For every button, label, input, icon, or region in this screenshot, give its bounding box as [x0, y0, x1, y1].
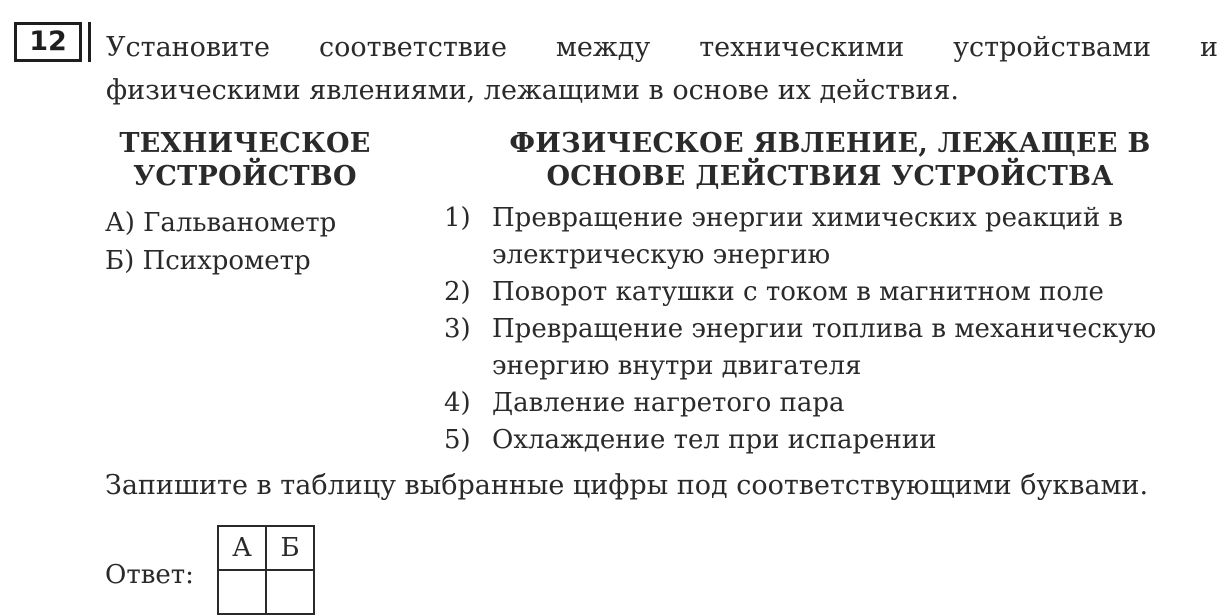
task-number: 12: [29, 26, 67, 57]
answer-table: [217, 525, 315, 615]
device-item: [105, 204, 336, 242]
answer-input-cell[interactable]: [266, 570, 314, 614]
device-text: Гальванометр: [143, 208, 337, 238]
phenomenon-label: 4): [444, 388, 471, 418]
phenomenon-item: [444, 311, 1224, 385]
phenomenon-label: 5): [444, 425, 471, 455]
phenomena-column-heading: [455, 127, 1205, 193]
devices-heading-line-1: ТЕХНИЧЕСКОЕ: [119, 128, 371, 159]
phenomenon-text: Превращение энергии химических реакций в электрическую энергию: [492, 203, 1124, 270]
task-number-divider: [88, 22, 91, 62]
answer-input-row: [218, 570, 314, 614]
phenomenon-text: Превращение энергии топлива в механическую энергию внутри двигателя: [492, 314, 1157, 381]
devices-list: [105, 204, 336, 280]
device-item: [105, 242, 336, 280]
phenomenon-label: 2): [444, 277, 471, 307]
phenomena-heading-line-1: ФИЗИЧЕСКОЕ ЯВЛЕНИЕ, ЛЕЖАЩЕЕ В: [509, 128, 1151, 159]
phenomenon-item: [444, 385, 1224, 422]
device-text: Психрометр: [142, 246, 311, 276]
task-instruction: Установите соответствие между техническими устройствами и физическими явлениями, лежащими в основе их действия.: [106, 32, 1218, 106]
phenomenon-item: [444, 274, 1224, 311]
devices-heading-line-2: УСТРОЙСТВО: [133, 161, 357, 192]
phenomena-list: [444, 200, 1224, 459]
answer-header-cell: Б: [266, 526, 314, 570]
device-label: Б): [105, 246, 135, 276]
answer-label: Ответ:: [105, 560, 194, 590]
phenomenon-item: [444, 422, 1224, 459]
phenomenon-item: [444, 200, 1224, 274]
answer-header-row: [218, 526, 314, 570]
phenomenon-label: 3): [444, 314, 471, 344]
task-number-box: [14, 22, 82, 62]
device-label: А): [105, 208, 135, 238]
phenomenon-text: Поворот катушки с током в магнитном поле: [492, 277, 1104, 307]
phenomenon-text: Давление нагретого пара: [492, 388, 845, 418]
phenomena-heading-line-2: ОСНОВЕ ДЕЙСТВИЯ УСТРОЙСТВА: [546, 161, 1114, 192]
write-instruction: Запишите в таблицу выбранные цифры под соответствующими буквами.: [105, 470, 1149, 501]
answer-header-cell: А: [218, 526, 266, 570]
phenomenon-text: Охлаждение тел при испарении: [492, 425, 937, 455]
answer-input-cell[interactable]: [218, 570, 266, 614]
phenomenon-label: 1): [444, 203, 471, 233]
devices-column-heading: [95, 127, 395, 193]
